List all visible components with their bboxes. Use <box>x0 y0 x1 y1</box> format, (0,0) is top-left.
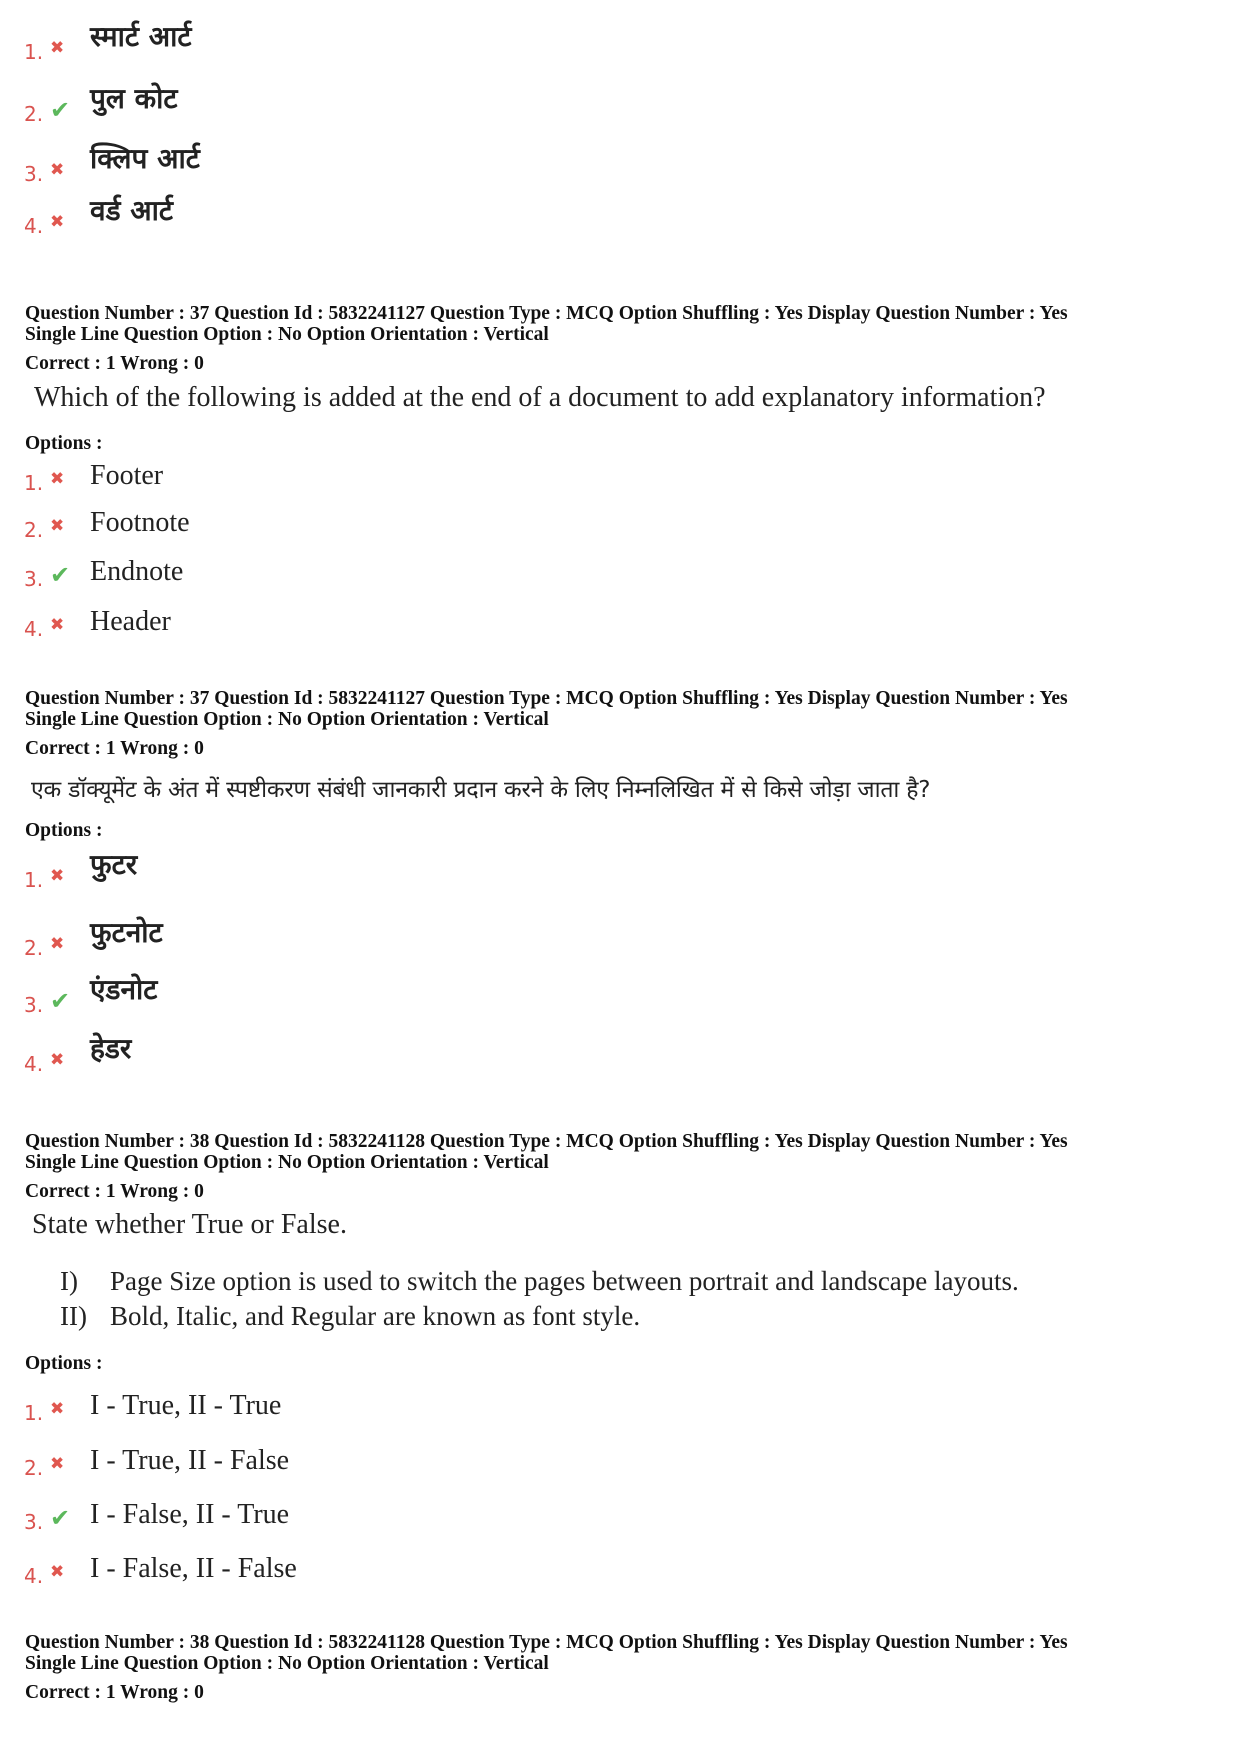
statement-text: Page Size option is used to switch the pages between portrait and landscape layouts. <box>110 1266 1019 1296</box>
check-icon: ✔ <box>50 1504 71 1532</box>
option-item <box>24 20 192 64</box>
question-meta-line-2: Single Line Question Option : No Option Orientation : Vertical <box>25 1653 549 1674</box>
option-item <box>24 1548 297 1588</box>
option-item <box>24 502 190 542</box>
option-text: Footer <box>90 460 164 491</box>
option-text: एंडनोट <box>90 973 158 1006</box>
option-number: 3. <box>24 567 44 591</box>
option-item <box>24 973 158 1017</box>
option-text: क्लिप आर्ट <box>90 142 200 175</box>
option-number: 4. <box>24 1052 44 1076</box>
option-text: फुटनोट <box>90 916 163 949</box>
option-number: 1. <box>24 40 44 64</box>
question-text: एक डॉक्यूमेंट के अंत में स्पष्टीकरण संबंधी जानकारी प्रदान करने के लिए निम्नलिखित में से किसे जोड़ा जाता है? <box>31 777 931 803</box>
question-meta-line-1: Question Number : 37 Question Id : 5832241127 Question Type : MCQ Option Shuffling : Yes Display Question Number : Yes <box>25 303 1068 324</box>
question-meta-line-2: Single Line Question Option : No Option Orientation : Vertical <box>25 709 549 730</box>
option-item <box>24 1494 289 1534</box>
option-text: I - True, II - True <box>90 1390 282 1421</box>
option-number: 2. <box>24 1456 44 1480</box>
option-number: 1. <box>24 1401 44 1425</box>
check-icon: ✔ <box>50 987 71 1015</box>
option-text: Header <box>90 606 171 637</box>
cross-icon: ✖ <box>50 866 65 886</box>
cross-icon: ✖ <box>50 38 65 58</box>
option-number: 3. <box>24 162 44 186</box>
option-number: 3. <box>24 1510 44 1534</box>
option-item <box>24 1385 281 1425</box>
statement-item <box>60 1266 1019 1297</box>
cross-icon: ✖ <box>50 160 65 180</box>
option-item <box>24 601 171 641</box>
option-text: I - False, II - True <box>90 1499 290 1530</box>
option-text: फुटर <box>90 848 138 881</box>
question-score: Correct : 1 Wrong : 0 <box>25 1682 204 1703</box>
options-label: Options : <box>25 433 103 454</box>
option-text: स्मार्ट आर्ट <box>90 20 192 53</box>
option-item <box>24 194 174 238</box>
option-number: 3. <box>24 993 44 1017</box>
option-number: 4. <box>24 617 44 641</box>
question-meta-line-1: Question Number : 37 Question Id : 5832241127 Question Type : MCQ Option Shuffling : Yes Display Question Number : Yes <box>25 688 1068 709</box>
cross-icon: ✖ <box>50 469 65 489</box>
question-meta-line-1: Question Number : 38 Question Id : 5832241128 Question Type : MCQ Option Shuffling : Yes Display Question Number : Yes <box>25 1632 1068 1653</box>
option-number: 4. <box>24 214 44 238</box>
statement-text: Bold, Italic, and Regular are known as font style. <box>110 1301 641 1331</box>
option-text: वर्ड आर्ट <box>90 194 174 227</box>
option-item <box>24 551 183 591</box>
option-item <box>24 455 163 495</box>
option-item <box>24 848 138 892</box>
option-number: 2. <box>24 518 44 542</box>
question-score: Correct : 1 Wrong : 0 <box>25 738 204 759</box>
option-item <box>24 1032 132 1076</box>
option-text: I - False, II - False <box>90 1553 297 1584</box>
option-number: 4. <box>24 1564 44 1588</box>
question-score: Correct : 1 Wrong : 0 <box>25 353 204 374</box>
question-text: Which of the following is added at the end of a document to add explanatory information? <box>34 382 1046 413</box>
check-icon: ✔ <box>50 561 71 589</box>
option-number: 1. <box>24 471 44 495</box>
option-item <box>24 82 178 126</box>
question-text: State whether True or False. <box>32 1209 347 1240</box>
check-icon: ✔ <box>50 96 71 124</box>
cross-icon: ✖ <box>50 615 65 635</box>
cross-icon: ✖ <box>50 934 65 954</box>
option-item <box>24 916 163 960</box>
question-meta-line-2: Single Line Question Option : No Option Orientation : Vertical <box>25 324 549 345</box>
option-text: Endnote <box>90 556 184 587</box>
cross-icon: ✖ <box>50 1399 65 1419</box>
cross-icon: ✖ <box>50 212 65 232</box>
cross-icon: ✖ <box>50 1454 65 1474</box>
option-item <box>24 1440 289 1480</box>
question-meta-line-1: Question Number : 38 Question Id : 5832241128 Question Type : MCQ Option Shuffling : Yes Display Question Number : Yes <box>25 1131 1068 1152</box>
option-text: पुल कोट <box>90 82 178 115</box>
option-number: 2. <box>24 936 44 960</box>
cross-icon: ✖ <box>50 516 65 536</box>
cross-icon: ✖ <box>50 1562 65 1582</box>
option-number: 1. <box>24 868 44 892</box>
statement-number: II) <box>60 1301 87 1331</box>
options-label: Options : <box>25 1353 103 1374</box>
option-number: 2. <box>24 102 44 126</box>
question-score: Correct : 1 Wrong : 0 <box>25 1181 204 1202</box>
statement-item <box>60 1301 640 1332</box>
option-text: I - True, II - False <box>90 1445 290 1476</box>
option-text: Footnote <box>90 507 190 538</box>
option-item <box>24 142 200 186</box>
statement-number: I) <box>60 1266 78 1296</box>
options-label: Options : <box>25 820 103 841</box>
option-text: हेडर <box>90 1032 132 1065</box>
question-meta-line-2: Single Line Question Option : No Option Orientation : Vertical <box>25 1152 549 1173</box>
cross-icon: ✖ <box>50 1050 65 1070</box>
